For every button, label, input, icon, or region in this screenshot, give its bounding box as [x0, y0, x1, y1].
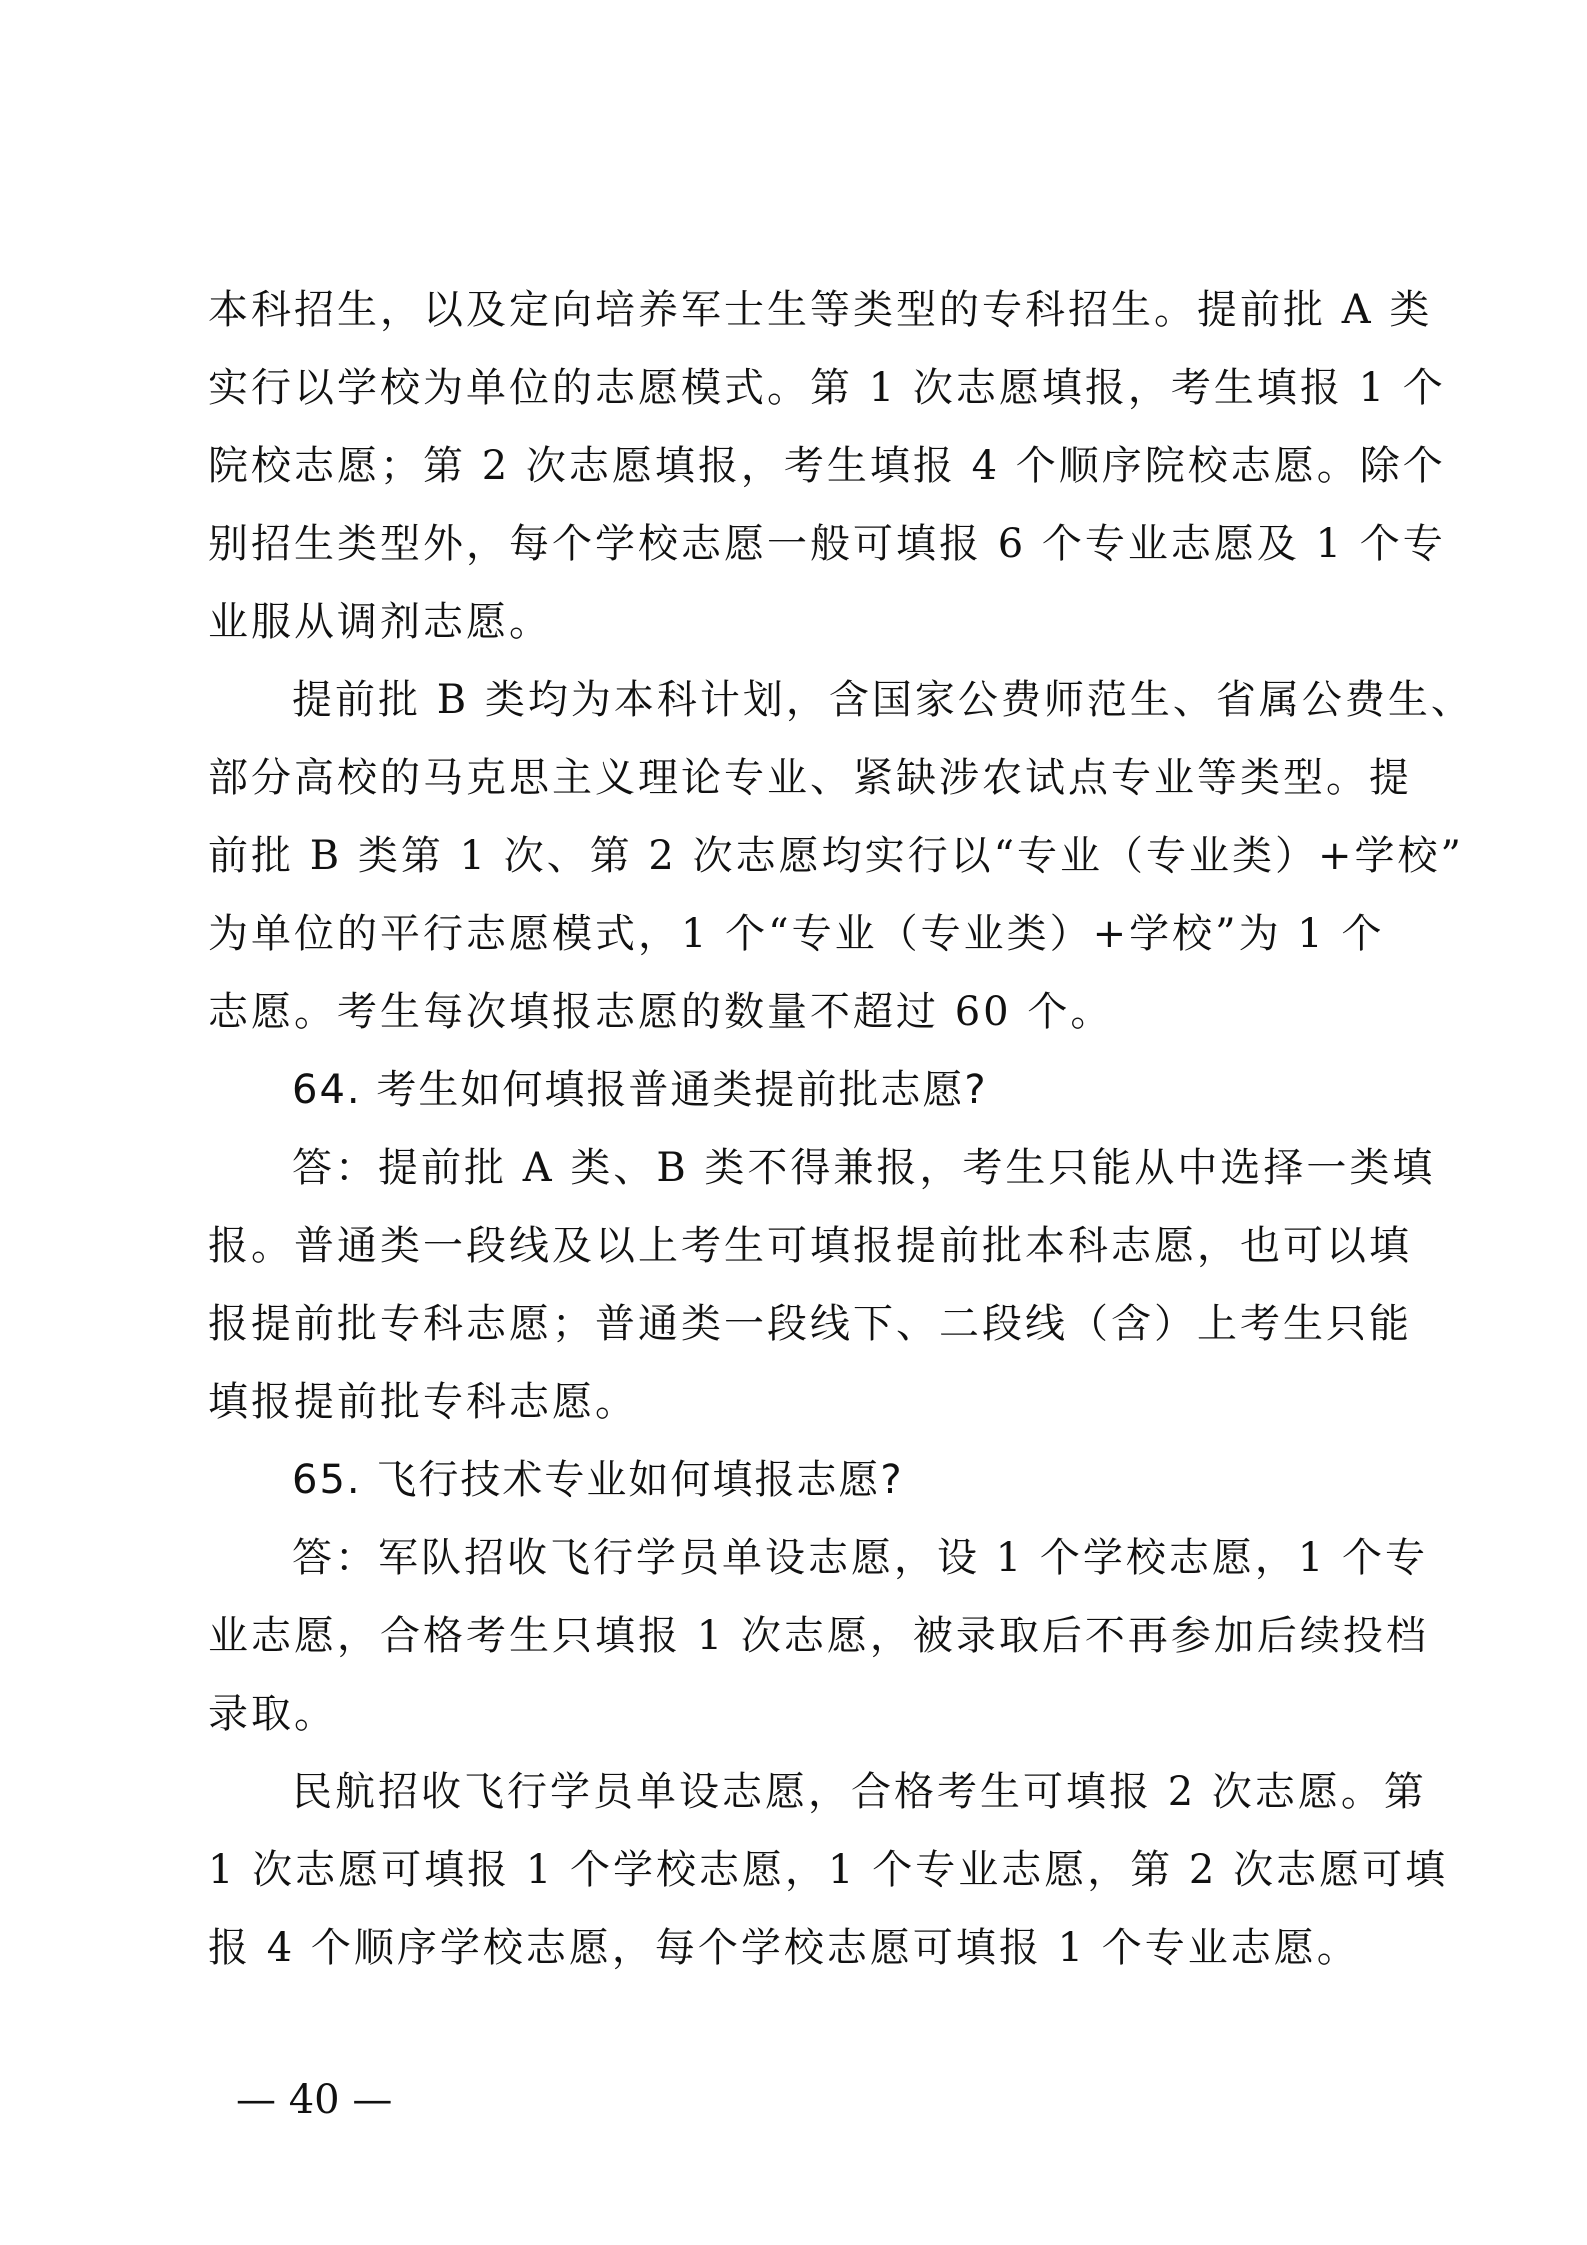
answer-line: 报提前批专科志愿；普通类一段线下、二段线（含）上考生只能 [208, 1301, 1412, 1347]
paragraph-line: 业服从调剂志愿。 [208, 599, 552, 645]
paragraph-line: 本科招生，以及定向培养军士生等类型的专科招生。提前批 A 类 [208, 287, 1433, 333]
answer-line: 录取。 [208, 1691, 337, 1737]
answer-line: 报。普通类一段线及以上考生可填报提前批本科志愿，也可以填 [208, 1223, 1412, 1269]
paragraph-line: 别招生类型外，每个学校志愿一般可填报 6 个专业志愿及 1 个专 [208, 521, 1446, 567]
paragraph-line: 提前批 B 类均为本科计划，含国家公费师范生、省属公费生、 [292, 677, 1474, 723]
paragraph-line: 部分高校的马克思主义理论专业、紧缺涉农试点专业等类型。提 [208, 755, 1412, 801]
answer-line: 填报提前批专科志愿。 [208, 1379, 638, 1425]
answer-line: 答：军队招收飞行学员单设志愿，设 1 个学校志愿，1 个专 [292, 1535, 1429, 1581]
question-heading-65: 65. 飞行技术专业如何填报志愿? [292, 1457, 904, 1503]
paragraph-line: 志愿。考生每次填报志愿的数量不超过 60 个。 [208, 989, 1114, 1035]
answer-line: 1 次志愿可填报 1 个学校志愿，1 个专业志愿，第 2 次志愿可填 [208, 1847, 1449, 1893]
question-heading-64: 64. 考生如何填报普通类提前批志愿? [292, 1067, 988, 1113]
paragraph-line: 实行以学校为单位的志愿模式。第 1 次志愿填报，考生填报 1 个 [208, 365, 1446, 411]
answer-line: 答：提前批 A 类、B 类不得兼报，考生只能从中选择一类填 [292, 1145, 1436, 1191]
answer-line: 民航招收飞行学员单设志愿，合格考生可填报 2 次志愿。第 [292, 1769, 1427, 1815]
paragraph-line: 院校志愿；第 2 次志愿填报，考生填报 4 个顺序院校志愿。除个 [208, 443, 1446, 489]
answer-line: 报 4 个顺序学校志愿，每个学校志愿可填报 1 个专业志愿。 [208, 1925, 1360, 1971]
paragraph-line: 为单位的平行志愿模式，1 个“专业（专业类）+学校”为 1 个 [208, 911, 1385, 957]
page-number: — 40 — [236, 2077, 393, 2123]
paragraph-line: 前批 B 类第 1 次、第 2 次志愿均实行以“专业（专业类）+学校” [208, 833, 1464, 879]
answer-line: 业志愿，合格考生只填报 1 次志愿，被录取后不再参加后续投档 [208, 1613, 1429, 1659]
